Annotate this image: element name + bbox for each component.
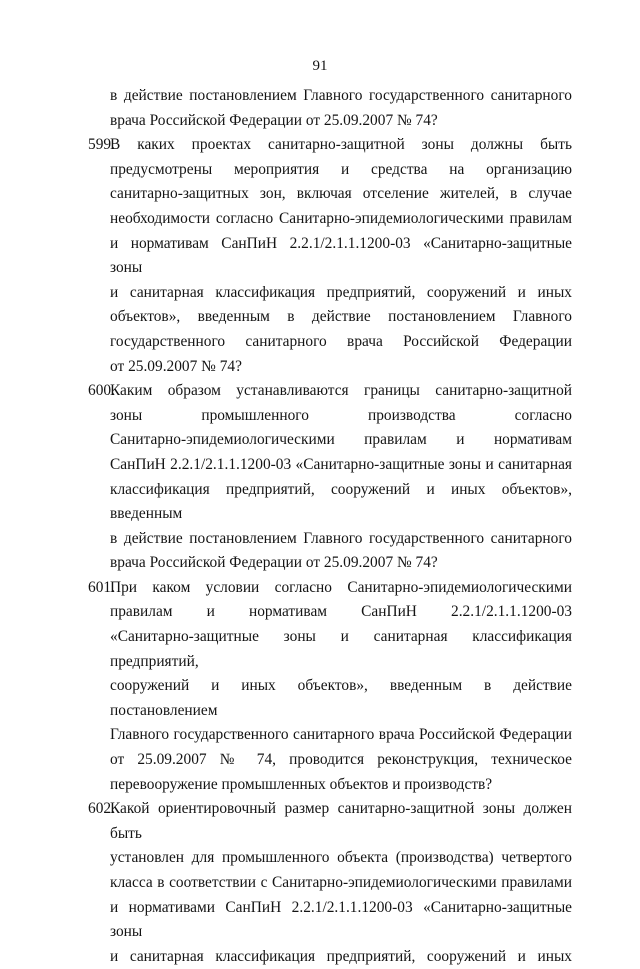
question-line: «Санитарно-защитные зоны и санитарная классификация предприятий, bbox=[110, 628, 572, 670]
question-line: Каким образом устанавливаются границы санитарно-защитной bbox=[110, 382, 572, 400]
question-line: от 25.09.2007 № 74? bbox=[110, 357, 242, 375]
question-line: Главного государственного санитарного врача Российской Федерации bbox=[110, 726, 572, 744]
question-line: врача Российской Федерации от 25.09.2007 № 74? bbox=[110, 554, 438, 572]
question-line: и санитарная классификация предприятий, сооружений и иных bbox=[110, 283, 572, 301]
question-line: санитарно-защитных зон, включая отселение жителей, в случае bbox=[110, 185, 572, 203]
question-line: установлен для промышленного объекта (производства) четвертого bbox=[110, 849, 572, 867]
question-line: перевооружение промышленных объектов и производств? bbox=[110, 775, 493, 793]
question-line: Какой ориентировочный размер санитарно-защитной зоны должен быть bbox=[110, 800, 572, 842]
question-line: объектов», введенным в действие постановлением Главного bbox=[110, 308, 572, 326]
page-number: 91 bbox=[312, 58, 328, 74]
question-602 bbox=[88, 797, 572, 969]
question-number: 600. bbox=[88, 382, 115, 400]
question-line: в действие постановлением Главного государственного санитарного bbox=[110, 529, 572, 547]
question-line: предусмотрены мероприятия и средства на организацию bbox=[110, 160, 572, 178]
question-line: необходимости согласно Санитарно-эпидемиологическими правилам bbox=[110, 209, 572, 227]
question-line: В каких проектах санитарно-защитной зоны должны быть bbox=[110, 136, 572, 154]
intro-line: в действие постановлением Главного государственного санитарного bbox=[110, 87, 572, 104]
question-599 bbox=[88, 133, 572, 379]
question-600 bbox=[88, 379, 572, 576]
question-line: зоны промышленного производства согласно bbox=[110, 406, 572, 424]
intro-paragraph bbox=[110, 84, 572, 133]
question-line: Санитарно-эпидемиологическими правилам и нормативам bbox=[110, 431, 572, 449]
question-line: СанПиН 2.2.1/2.1.1.1200-03 «Санитарно-защитные зоны и санитарная bbox=[110, 455, 572, 473]
page-content bbox=[88, 84, 572, 969]
question-601 bbox=[88, 576, 572, 797]
question-number: 602. bbox=[88, 800, 115, 818]
question-line: При каком условии согласно Санитарно-эпидемиологическими bbox=[110, 578, 572, 596]
question-line: и нормативами СанПиН 2.2.1/2.1.1.1200-03 «Санитарно-защитные зоны bbox=[110, 898, 572, 941]
intro-line: врача Российской Федерации от 25.09.2007 № 74? bbox=[110, 111, 438, 129]
question-line: правилам и нормативам СанПиН 2.2.1/2.1.1.1200-03 bbox=[110, 603, 572, 621]
question-line: классификация предприятий, сооружений и иных объектов», введенным bbox=[110, 480, 572, 523]
question-line: сооружений и иных объектов», введенным в действие постановлением bbox=[110, 677, 572, 719]
question-line: от 25.09.2007 № 74, проводится реконструкция, техническое bbox=[110, 751, 572, 769]
question-number: 601. bbox=[88, 578, 115, 596]
question-line: класса в соответствии с Санитарно-эпидемиологическими правилами bbox=[110, 874, 572, 891]
question-line: и санитарная классификация предприятий, сооружений и иных bbox=[110, 947, 572, 965]
question-line: и нормативам СанПиН 2.2.1/2.1.1.1200-03 «Санитарно-защитные зоны bbox=[110, 234, 572, 277]
question-line: государственного санитарного врача Российской Федерации bbox=[110, 332, 572, 350]
question-number: 599. bbox=[88, 136, 115, 154]
